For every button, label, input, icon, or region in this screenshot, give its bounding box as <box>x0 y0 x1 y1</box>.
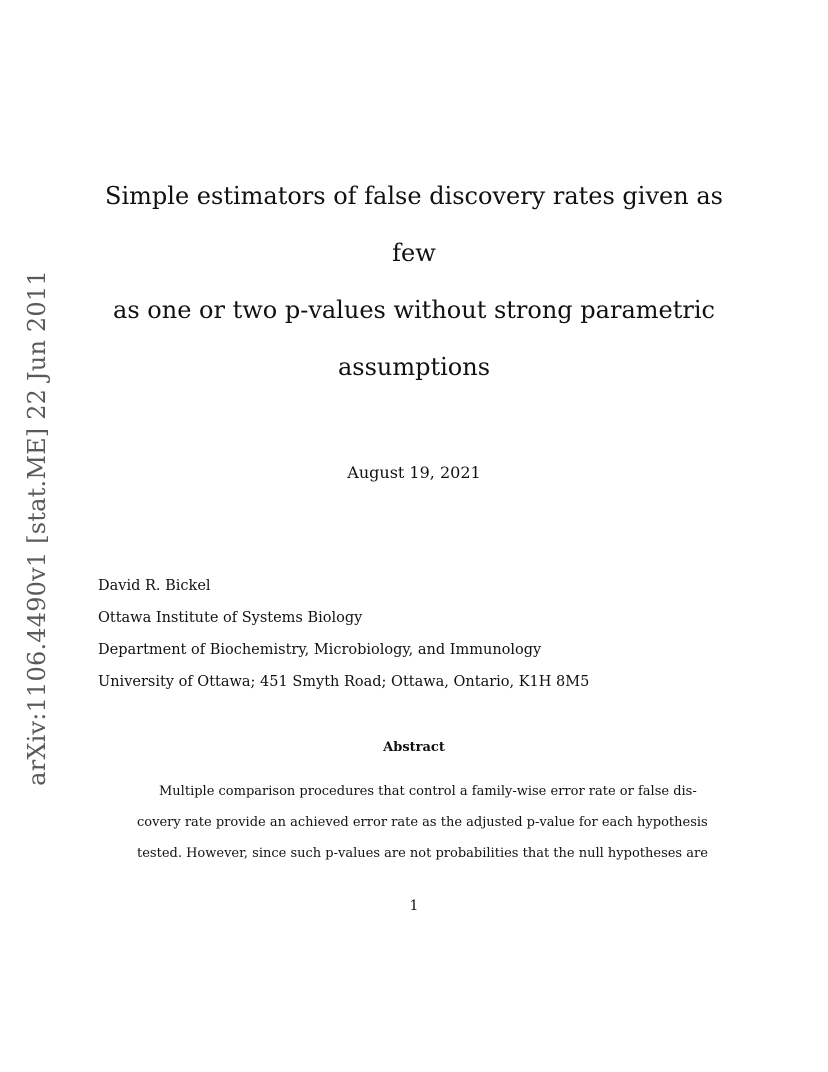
abstract-line: tested. However, since such p-values are not probabilities that the null hypotheses are <box>137 846 708 861</box>
affiliation-line: Ottawa Institute of Systems Biology <box>98 610 363 626</box>
abstract-line: covery rate provide an achieved error rate as the adjusted p-value for each hypothesis <box>137 815 708 830</box>
title-line: Simple estimators of false discovery rates given as few <box>105 182 723 267</box>
paper-title <box>80 168 748 396</box>
affiliation-line: University of Ottawa; 451 Smyth Road; Ottawa, Ontario, K1H 8M5 <box>98 674 590 690</box>
arxiv-identifier-stamp: arXiv:1106.4490v1 [stat.ME] 22 Jun 2011 <box>23 270 51 786</box>
title-line: assumptions <box>337 353 491 381</box>
paper-date: August 19, 2021 <box>347 463 481 482</box>
author-block <box>98 570 589 698</box>
author-name: David R. Bickel <box>98 578 211 594</box>
title-line: as one or two p-values without strong parametric <box>113 296 715 324</box>
affiliation-line: Department of Biochemistry, Microbiology, and Immunology <box>98 642 542 658</box>
abstract-line: Multiple comparison procedures that control a family-wise error rate or false dis- <box>159 784 697 799</box>
page-number: 1 <box>409 898 419 914</box>
abstract-heading: Abstract <box>383 740 445 755</box>
abstract-body <box>137 776 708 869</box>
